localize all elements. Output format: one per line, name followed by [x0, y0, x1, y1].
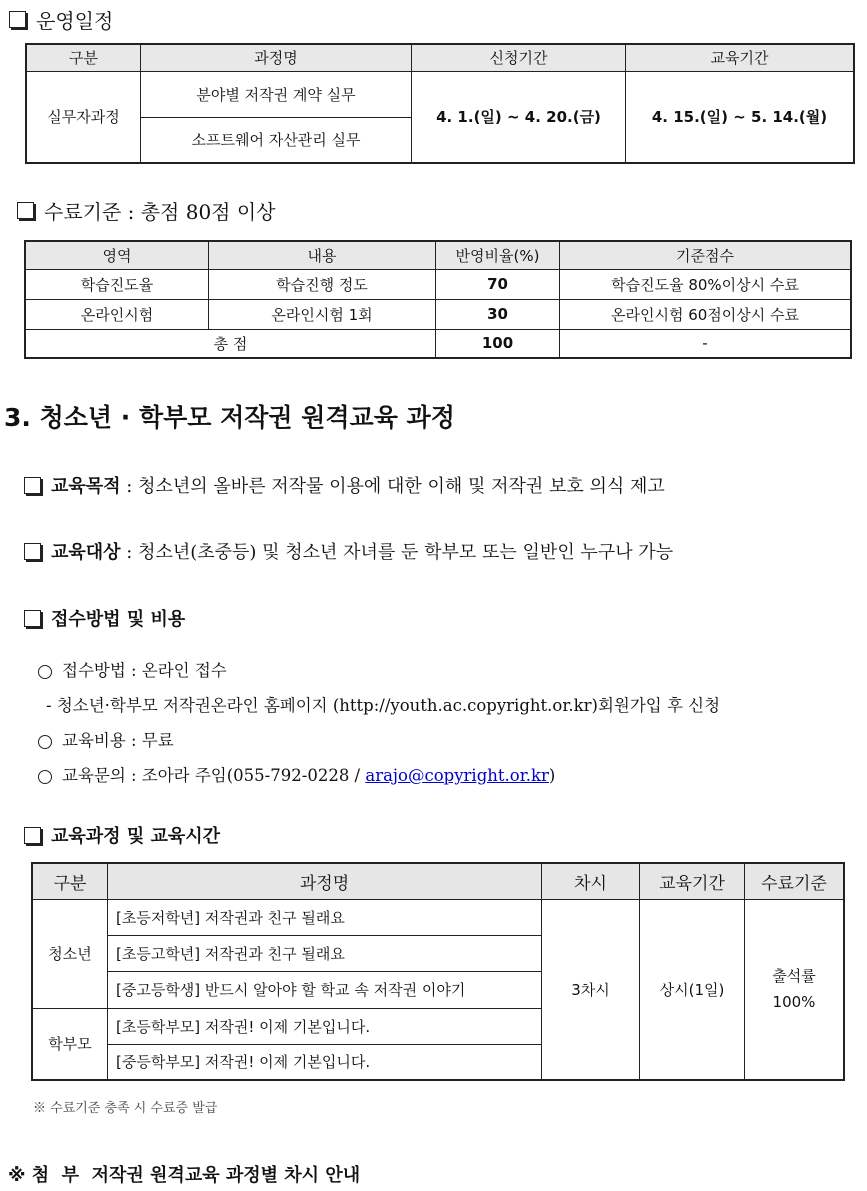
ratio-cell: 30: [436, 299, 560, 329]
area-cell: 학습진도율: [25, 269, 209, 299]
target-line: [24, 538, 673, 564]
circle-bullet-icon: [38, 665, 52, 679]
total-row: [25, 329, 851, 358]
section-title: 3. 청소년 · 학부모 저작권 원격교육 과정: [4, 403, 455, 432]
header-criteria: 기준점수: [560, 241, 852, 269]
method-heading: [24, 605, 185, 631]
schedule-heading-text: 운영일정: [36, 9, 114, 33]
email-link[interactable]: arajo@copyright.or.kr: [365, 766, 549, 785]
course-cell: 소프트웨어 자산관리 실무: [141, 117, 412, 163]
sessions-cell: 3차시: [542, 899, 640, 1080]
checkbox-square-icon: [24, 827, 41, 844]
purpose-text: : 청소년의 올바른 저작물 이용에 대한 이해 및 저작권 보호 의식 제고: [120, 476, 665, 497]
method-item-suffix: ): [548, 766, 556, 785]
period-cell: 상시(1일): [640, 899, 745, 1080]
header-area: 영역: [25, 241, 209, 269]
circle-bullet-icon: [38, 770, 52, 784]
content-cell: 온라인시험 1회: [209, 299, 436, 329]
category-cell: 실무자과정: [26, 71, 141, 163]
purpose-line: [24, 472, 665, 498]
total-ratio: 100: [436, 329, 560, 358]
group-cell: 청소년: [32, 899, 108, 1008]
content-cell: 학습진행 정도: [209, 269, 436, 299]
table-row: [25, 299, 851, 329]
checkbox-square-icon: [24, 477, 41, 494]
header-sessions: 차시: [542, 863, 640, 899]
course-name-cell: [초등저학년] 저작권과 친구 될래요: [108, 899, 542, 935]
method-item: [38, 727, 174, 751]
circle-bullet-icon: [38, 735, 52, 749]
method-item-text: 접수방법 : 온라인 접수: [62, 661, 227, 680]
total-criteria: -: [560, 329, 852, 358]
criteria-cell: 온라인시험 60점이상시 수료: [560, 299, 852, 329]
checkbox-square-icon: [9, 11, 26, 28]
schedule-table: [25, 43, 855, 164]
group-cell: 학부모: [32, 1008, 108, 1080]
criteria-cell: 학습진도율 80%이상시 수료: [560, 269, 852, 299]
attachment-line: ※ 첨 부 저작권 원격교육 과정별 차시 안내: [8, 1165, 361, 1186]
header-ratio: 반영비율(%): [436, 241, 560, 269]
header-apply-period: 신청기간: [412, 44, 626, 71]
table-row: [32, 899, 844, 935]
checkbox-square-icon: [24, 610, 41, 627]
checkbox-square-icon: [24, 543, 41, 560]
course-heading-text: 교육과정 및 교육시간: [51, 826, 221, 847]
header-course-name: 과정명: [108, 863, 542, 899]
completion-heading: [17, 196, 276, 225]
course-name-cell: [중등학부모] 저작권! 이제 기본입니다.: [108, 1044, 542, 1080]
schedule-heading: [9, 5, 113, 34]
completion-note: ※ 수료기준 충족 시 수료증 발급: [33, 1101, 218, 1116]
method-heading-text: 접수방법 및 비용: [51, 609, 186, 630]
header-content: 내용: [209, 241, 436, 269]
total-label: 총 점: [25, 329, 436, 358]
header-group: 구분: [32, 863, 108, 899]
target-label: 교육대상: [51, 542, 121, 563]
criteria-line1: 출석률: [772, 967, 816, 986]
header-period: 교육기간: [640, 863, 745, 899]
course-heading: [24, 822, 220, 848]
courses-table: [31, 862, 845, 1081]
ratio-cell: 70: [436, 269, 560, 299]
method-sub-item: - 청소년·학부모 저작권온라인 홈페이지 (http://youth.ac.copyright.or.kr)회원가입 후 신청: [46, 696, 721, 715]
course-cell: 분야별 저작권 계약 실무: [141, 71, 412, 117]
method-item-text: 교육문의 : 조아라 주임(055-792-0228 /: [62, 766, 366, 785]
table-row: [25, 269, 851, 299]
target-text: : 청소년(초중등) 및 청소년 자녀를 둔 학부모 또는 일반인 누구나 가능: [120, 542, 674, 563]
header-edu-period: 교육기간: [626, 44, 855, 71]
criteria-line2: 100%: [772, 993, 816, 1012]
header-criteria: 수료기준: [745, 863, 845, 899]
checkbox-square-icon: [17, 202, 34, 219]
course-name-cell: [중고등학생] 반드시 알아야 할 학교 속 저작권 이야기: [108, 971, 542, 1008]
course-name-cell: [초등학부모] 저작권! 이제 기본입니다.: [108, 1008, 542, 1044]
method-item-text: 교육비용 : 무료: [62, 731, 174, 750]
criteria-cell: [745, 899, 845, 1080]
completion-table: [24, 240, 852, 359]
edu-period-cell: 4. 15.(일) ~ 5. 14.(월): [626, 71, 855, 163]
method-item: [38, 657, 227, 681]
area-cell: 온라인시험: [25, 299, 209, 329]
course-name-cell: [초등고학년] 저작권과 친구 될래요: [108, 935, 542, 971]
method-item: [38, 762, 555, 786]
header-course: 과정명: [141, 44, 412, 71]
apply-period-cell: 4. 1.(일) ~ 4. 20.(금): [412, 71, 626, 163]
completion-heading-text: 수료기준 : 총점 80점 이상: [44, 200, 276, 224]
header-category: 구분: [26, 44, 141, 71]
purpose-label: 교육목적: [51, 476, 121, 497]
